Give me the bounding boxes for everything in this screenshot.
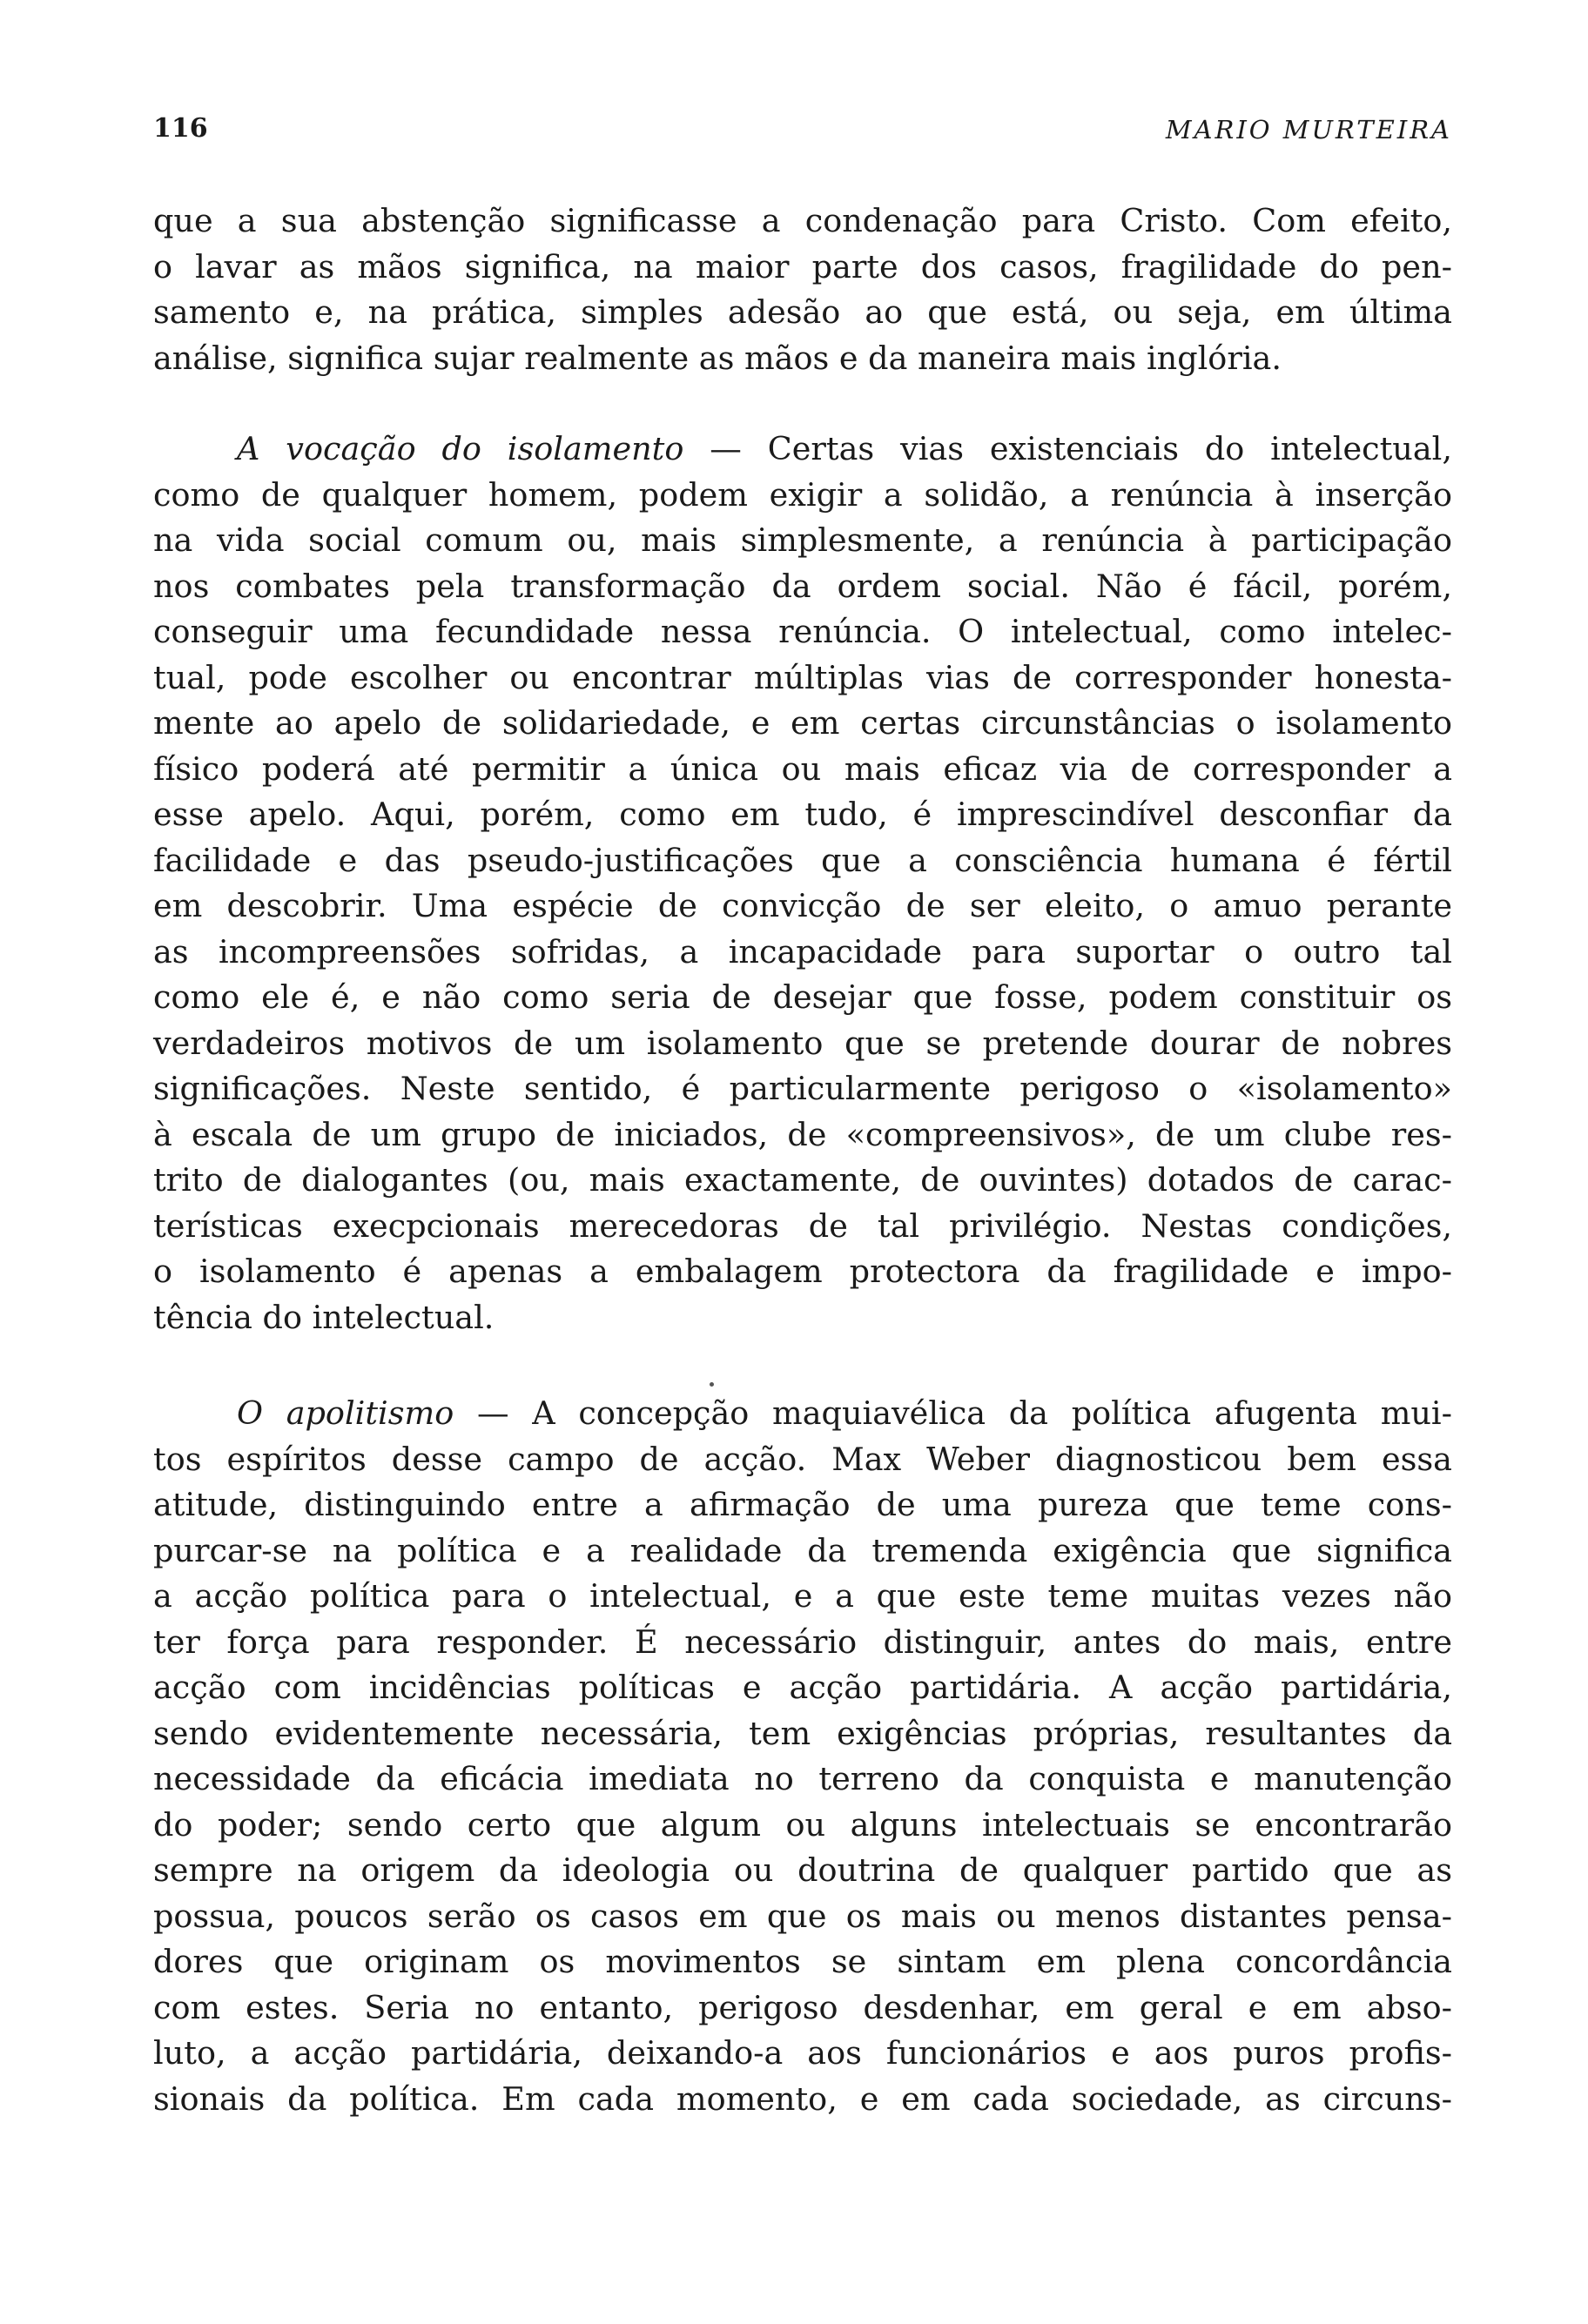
body-text xyxy=(153,198,1452,2122)
section-heading: A vocação do isolamento xyxy=(237,430,684,467)
text-line: as incompreensões sofridas, a incapacidade para suportar o outro tal xyxy=(153,932,1452,971)
text-line: a acção política para o intelectual, e a que este teme muitas vezes não xyxy=(153,1577,1452,1615)
text-line-with-heading xyxy=(153,427,1452,473)
text-line: atitude, distinguindo entre a afirmação de uma pureza que teme cons- xyxy=(153,1486,1452,1523)
text-line: o isolamento é apenas a embalagem protectora da fragilidade e impo- xyxy=(153,1253,1452,1290)
text-line: como de qualquer homem, podem exigir a solidão, a renúncia à inserção xyxy=(153,475,1452,514)
section-heading: O apolitismo xyxy=(237,1394,454,1432)
text-line: que a sua abstenção significasse a condenação para Cristo. Com efeito, xyxy=(153,202,1452,239)
text-line: luto, a acção partidária, deixando-a aos funcionários e aos puros profis- xyxy=(153,2034,1452,2072)
section-o-apolitismo xyxy=(153,1391,1452,2122)
text-line: facilidade e das pseudo-justificações que a consciência humana é fértil xyxy=(153,841,1452,879)
text-line: dores que originam os movimentos se sintam em plena concordância xyxy=(153,1943,1452,1980)
text-line: tência do intelectual. xyxy=(153,1298,495,1336)
text-line: verdadeiros motivos de um isolamento que se pretende dourar de nobres xyxy=(153,1024,1452,1062)
text-line: nos combates pela transformação da ordem social. Não é fácil, porém, xyxy=(153,567,1452,605)
text-line: do poder; sendo certo que algum ou alguns intelectuais se encontrarão xyxy=(153,1805,1452,1844)
text-line: à escala de um grupo de iniciados, de «compreensivos», de um clube res- xyxy=(153,1115,1452,1153)
text-line: na vida social comum ou, mais simplesmente, a renúncia à participação xyxy=(153,521,1452,559)
text-line: terísticas execpcionais merecedoras de tal privilégio. Nestas condições, xyxy=(153,1206,1452,1245)
text-line: físico poderá até permitir a única ou mais eficaz via de corresponder a xyxy=(153,749,1452,788)
text-line: tual, pode escolher ou encontrar múltiplas vias de corresponder honesta- xyxy=(153,658,1452,696)
text-run: — A concepção maquiavélica da política afugenta mui- xyxy=(454,1394,1452,1432)
running-header xyxy=(153,103,1452,146)
text-line: trito de dialogantes (ou, mais exactamente, de ouvintes) dotados de carac- xyxy=(153,1161,1452,1199)
text-line: esse apelo. Aqui, porém, como em tudo, é imprescindível desconfiar da xyxy=(153,796,1452,833)
text-line: samento e, na prática, simples adesão ao que está, ou seja, em última xyxy=(153,293,1452,331)
print-speck xyxy=(710,1382,714,1387)
paragraph-spacer xyxy=(153,381,1452,427)
text-line-with-heading xyxy=(153,1391,1452,1437)
text-line: com estes. Seria no entanto, perigoso desdenhar, em geral e em abso- xyxy=(153,1988,1452,2026)
section-vocacao-do-isolamento xyxy=(153,427,1452,1340)
running-head-author: MARIO MURTEIRA xyxy=(1165,115,1452,144)
text-line: em descobrir. Uma espécie de convicção de ser eleito, o amuo perante xyxy=(153,887,1452,924)
text-line: sionais da política. Em cada momento, e em cada sociedade, as circuns- xyxy=(153,2079,1452,2118)
text-line: purcar-se na política e a realidade da tremenda exigência que significa xyxy=(153,1531,1452,1569)
text-line: acção com incidências políticas e acção partidária. A acção partidária, xyxy=(153,1669,1452,1706)
text-line: sempre na origem da ideologia ou doutrina de qualquer partido que as xyxy=(153,1851,1452,1889)
text-run: — Certas vias existenciais do intelectual, xyxy=(683,430,1452,467)
text-line: ter força para responder. É necessário distinguir, antes do mais, entre xyxy=(153,1622,1452,1661)
paragraph-continuation xyxy=(153,198,1452,381)
text-line: significações. Neste sentido, é particularmente perigoso o «isolamento» xyxy=(153,1070,1452,1107)
text-line: mente ao apelo de solidariedade, e em certas circunstâncias o isolamento xyxy=(153,704,1452,742)
text-line: o lavar as mãos significa, na maior parte dos casos, fragilidade do pen- xyxy=(153,247,1452,285)
page-number: 116 xyxy=(153,113,208,144)
text-line: conseguir uma fecundidade nessa renúncia. O intelectual, como intelec- xyxy=(153,613,1452,650)
paragraph-spacer xyxy=(153,1340,1452,1391)
text-line: como ele é, e não como seria de desejar que fosse, podem constituir os xyxy=(153,978,1452,1016)
text-line: análise, significa sujar realmente as mãos e da maneira mais inglória. xyxy=(153,339,1282,377)
text-line: sendo evidentemente necessária, tem exigências próprias, resultantes da xyxy=(153,1714,1452,1752)
text-line: possua, poucos serão os casos em que os mais ou menos distantes pensa- xyxy=(153,1897,1452,1935)
text-line: tos espíritos desse campo de acção. Max Weber diagnosticou bem essa xyxy=(153,1440,1452,1478)
text-line: necessidade da eficácia imediata no terreno da conquista e manutenção xyxy=(153,1760,1452,1797)
